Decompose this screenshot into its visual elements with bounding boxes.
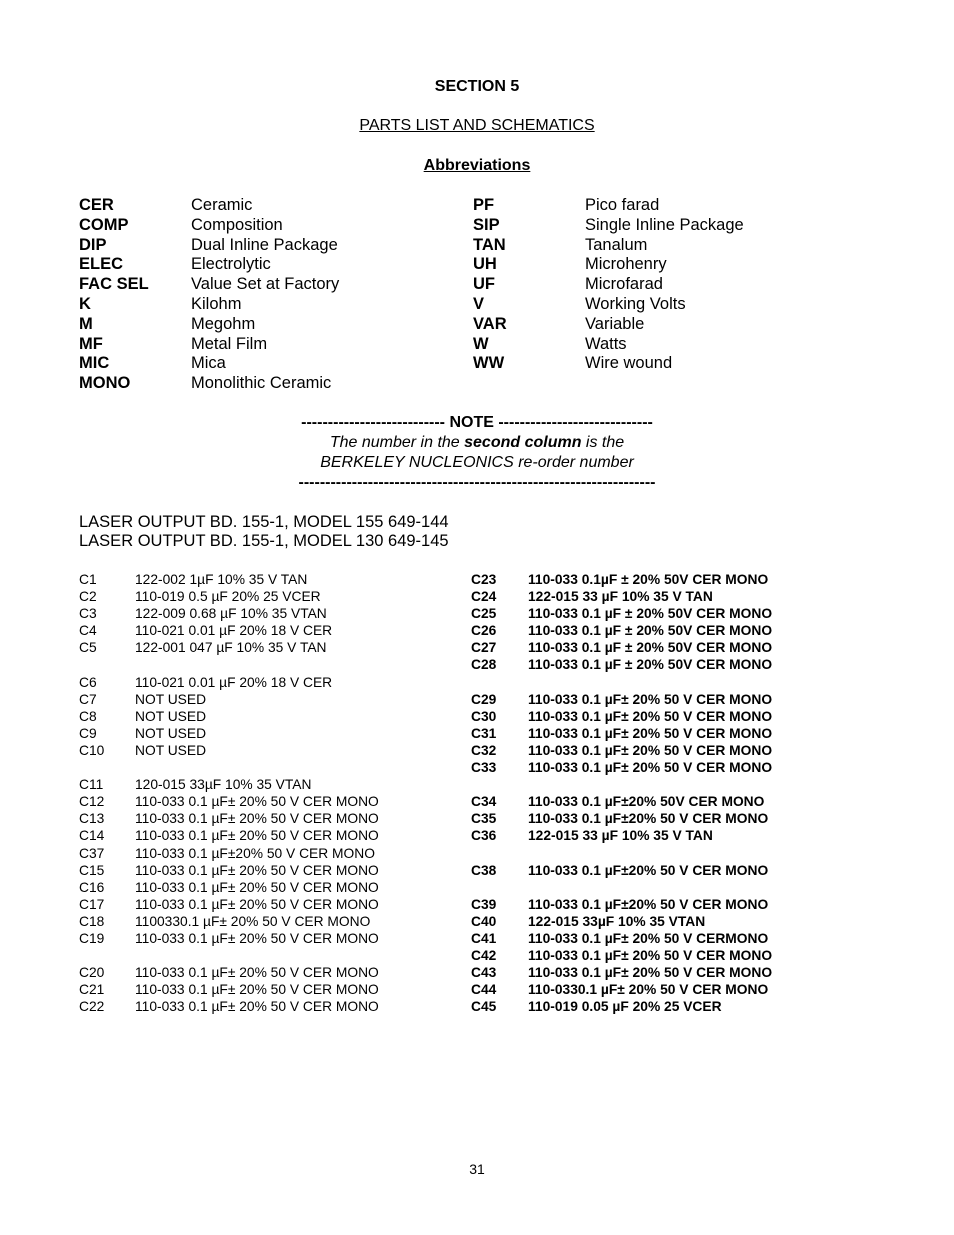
part-row-code: C8 <box>79 708 97 724</box>
abbreviation-item-code: MONO <box>79 374 131 393</box>
part-row-code: C27 <box>471 640 497 656</box>
part-row-description: 110-033 0.1 µF± 20% 50 V CER MONO <box>528 708 773 724</box>
abbreviation-item-description: Working Volts <box>585 294 686 313</box>
part-row-code: C31 <box>471 725 497 741</box>
part-row-code: C26 <box>471 623 497 639</box>
part-row-description: 110-033 0.1 µF± 20% 50 V CER MONO <box>135 828 379 844</box>
part-row-description: 110-033 0.1 µF± 20% 50 V CER MONO <box>528 948 773 964</box>
abbreviation-item-code: ELEC <box>79 255 124 274</box>
abbreviation-item-description: Kilohm <box>191 294 242 313</box>
part-row-code: C7 <box>79 691 97 707</box>
part-row-code: C12 <box>79 794 105 810</box>
part-row-code: C38 <box>471 862 497 878</box>
note-line-1-bold: second column <box>464 434 582 451</box>
part-row-description: 110-033 0.1 µF± 20% 50 V CER MONO <box>135 896 379 912</box>
part-row-code: C5 <box>79 640 97 656</box>
abbreviation-item-description: Watts <box>585 334 627 353</box>
abbreviation-item-code: COMP <box>79 215 129 234</box>
abbreviation-item-code: MIC <box>79 354 110 373</box>
part-row-description: 110-021 0.01 µF 20% 18 V CER <box>135 623 333 639</box>
part-row-description: 122-002 1µF 10% 35 V TAN <box>135 572 308 587</box>
abbreviation-item-code: FAC SEL <box>79 275 149 294</box>
abbreviation-item-code: V <box>473 294 485 313</box>
abbreviation-item-code: K <box>79 294 91 313</box>
part-row-code: C14 <box>79 828 105 844</box>
part-row-code: C17 <box>79 896 105 912</box>
part-row-description: 110-033 0.1 µF ± 20% 50V CER MONO <box>528 640 773 656</box>
abbreviation-item-code: MF <box>79 334 103 353</box>
part-row-description: 110-033 0.1 µF ± 20% 50V CER MONO <box>528 606 773 622</box>
abbreviation-item-description: Metal Film <box>191 334 268 353</box>
part-row-code: C40 <box>471 913 497 929</box>
part-row-code: C11 <box>79 777 104 793</box>
part-row-description: 110-033 0.1 µF±20% 50V CER MONO <box>528 794 765 810</box>
page-subtitle: PARTS LIST AND SCHEMATICS <box>359 117 595 134</box>
abbreviation-item-description: Megohm <box>191 314 256 333</box>
part-row-code: C45 <box>471 999 497 1015</box>
part-row-code: C36 <box>471 828 497 844</box>
part-row-description: 110-033 0.1 µF± 20% 50 V CER MONO <box>135 794 379 810</box>
part-row-description: 110-033 0.1 µF±20% 50 V CER MONO <box>135 845 375 861</box>
abbreviation-item-code: TAN <box>473 235 506 254</box>
abbreviation-item-description: Single Inline Package <box>585 215 744 234</box>
part-row-code: C22 <box>79 999 105 1015</box>
note-line-1-post: is the <box>581 434 625 451</box>
section-heading: SECTION 5 <box>434 78 520 95</box>
abbreviation-item-description: Monolithic Ceramic <box>191 374 332 393</box>
part-row-code: C10 <box>79 742 105 758</box>
part-row-code: C28 <box>471 657 497 673</box>
part-row-code: C42 <box>471 948 497 964</box>
part-row-code: C21 <box>79 982 105 998</box>
note-line-1 <box>0 433 954 453</box>
part-row-description: 110-021 0.01 µF 20% 18 V CER <box>135 674 333 690</box>
abbreviation-item-code: M <box>79 314 93 333</box>
abbreviation-item-description: Value Set at Factory <box>191 275 340 294</box>
abbreviation-item-description: Mica <box>191 354 226 373</box>
part-row-description: 110-033 0.1 µF±20% 50 V CER MONO <box>528 811 769 827</box>
part-row-description: NOT USED <box>135 691 207 707</box>
part-row-description: 110-019 0.5 µF 20% 25 VCER <box>135 589 321 605</box>
part-row-code: C4 <box>79 623 97 639</box>
part-row-code: C18 <box>79 913 105 929</box>
part-row-description: 110-033 0.1 µF± 20% 50 V CER MONO <box>135 999 379 1015</box>
part-row-code: C37 <box>79 845 105 861</box>
part-row-description: 110-033 0.1 µF± 20% 50 V CER MONO <box>528 691 773 707</box>
part-row-code: C6 <box>79 674 97 690</box>
part-row-description: 110-033 0.1 µF± 20% 50 V CER MONO <box>528 742 773 758</box>
part-row-description: 110-033 0.1µF ± 20% 50V CER MONO <box>528 572 769 587</box>
note-top-rule: --------------------------- NOTE ----------------------------- <box>301 414 653 431</box>
abbreviation-item-description: Composition <box>191 215 283 234</box>
note-line-1-pre: The number in the <box>329 434 465 451</box>
abbreviation-item-description: Tanalum <box>585 235 648 254</box>
abbreviation-item-description: Microhenry <box>585 255 667 274</box>
abbreviation-item-code: UF <box>473 275 495 294</box>
board-title-2: LASER OUTPUT BD. 155-1, MODEL 130 649-145 <box>79 532 449 550</box>
part-row-description: 110-0330.1 µF± 20% 50 V CER MONO <box>528 982 769 998</box>
part-row-description: 110-033 0.1 µF± 20% 50 V CER MONO <box>135 811 379 827</box>
part-row-code: C13 <box>79 811 105 827</box>
part-row-description: 110-019 0.05 µF 20% 25 VCER <box>528 999 722 1015</box>
part-row-code: C19 <box>79 930 105 946</box>
part-row-description: 110-033 0.1 µF± 20% 50 V CER MONO <box>528 725 773 741</box>
part-row-description: 110-033 0.1 µF ± 20% 50V CER MONO <box>528 657 773 673</box>
abbreviation-item-code: SIP <box>473 215 500 234</box>
part-row-description: NOT USED <box>135 742 207 758</box>
board-title-1: LASER OUTPUT BD. 155-1, MODEL 155 649-144 <box>79 513 449 531</box>
part-row-description: 122-009 0.68 µF 10% 35 VTAN <box>135 606 327 622</box>
page-number: 31 <box>469 1161 485 1177</box>
part-row-code: C30 <box>471 708 497 724</box>
note-line-2: BERKELEY NUCLEONICS re-order number <box>320 454 634 471</box>
abbreviations-heading: Abbreviations <box>423 157 531 174</box>
part-row-code: C23 <box>471 572 497 587</box>
part-row-code: C41 <box>471 930 497 946</box>
part-row-code: C33 <box>471 760 497 776</box>
part-row-code: C16 <box>79 879 105 895</box>
part-row-code: C25 <box>471 606 497 622</box>
part-row-description: 122-015 33 µF 10% 35 V TAN <box>528 828 713 844</box>
abbreviation-item-description: Variable <box>585 314 645 333</box>
part-row-description: NOT USED <box>135 725 207 741</box>
part-row-description: 110-033 0.1 µF± 20% 50 V CERMONO <box>528 930 769 946</box>
part-row-description: 110-033 0.1 µF ± 20% 50V CER MONO <box>528 623 773 639</box>
abbreviation-item-description: Electrolytic <box>191 255 271 274</box>
abbreviation-item-code: WW <box>473 354 505 373</box>
part-row-code: C3 <box>79 606 97 622</box>
abbreviation-item-code: PF <box>473 196 495 214</box>
part-row-code: C32 <box>471 742 497 758</box>
part-row-code: C29 <box>471 691 497 707</box>
abbreviation-item-code: W <box>473 334 489 353</box>
abbreviation-item-code: DIP <box>79 235 107 254</box>
abbreviation-item-code: CER <box>79 196 114 214</box>
part-row-code: C39 <box>471 896 497 912</box>
part-row-description: 110-033 0.1 µF±20% 50 V CER MONO <box>528 862 769 878</box>
part-row-code: C34 <box>471 794 497 810</box>
part-row-description: 120-015 33µF 10% 35 VTAN <box>135 777 312 793</box>
part-row-description: 1100330.1 µF± 20% 50 V CER MONO <box>135 913 371 929</box>
part-row-code: C1 <box>79 572 97 587</box>
part-row-code: C35 <box>471 811 497 827</box>
part-row-code: C24 <box>471 589 497 605</box>
part-row-code: C2 <box>79 589 97 605</box>
abbreviation-item-description: Microfarad <box>585 275 663 294</box>
part-row-description: 110-033 0.1 µF± 20% 50 V CER MONO <box>135 982 379 998</box>
abbreviation-item-description: Wire wound <box>585 354 673 373</box>
part-row-description: 122-015 33 µF 10% 35 V TAN <box>528 589 713 605</box>
part-row-description: 122-001 047 µF 10% 35 V TAN <box>135 640 327 656</box>
abbreviation-item-description: Ceramic <box>191 196 253 214</box>
abbreviation-item-description: Dual Inline Package <box>191 235 338 254</box>
part-row-description: 110-033 0.1 µF± 20% 50 V CER MONO <box>135 965 379 981</box>
abbreviation-item-code: VAR <box>473 314 507 333</box>
part-row-description: 122-015 33µF 10% 35 VTAN <box>528 913 706 929</box>
part-row-description: 110-033 0.1 µF± 20% 50 V CER MONO <box>135 879 379 895</box>
part-row-description: 110-033 0.1 µF± 20% 50 V CER MONO <box>135 862 379 878</box>
abbreviation-item-code: UH <box>473 255 497 274</box>
part-row-description: 110-033 0.1 µF± 20% 50 V CER MONO <box>528 760 773 776</box>
abbreviation-item-description: Pico farad <box>585 196 660 214</box>
part-row-description: 110-033 0.1 µF± 20% 50 V CER MONO <box>135 930 379 946</box>
part-row-code: C9 <box>79 725 97 741</box>
note-bottom-rule: ------------------------------------------------------------------- <box>298 474 656 491</box>
part-row-description: NOT USED <box>135 708 207 724</box>
part-row-code: C15 <box>79 862 105 878</box>
part-row-code: C44 <box>471 982 497 998</box>
part-row-code: C20 <box>79 965 105 981</box>
part-row-description: 110-033 0.1 µF± 20% 50 V CER MONO <box>528 965 773 981</box>
part-row-code: C43 <box>471 965 497 981</box>
part-row-description: 110-033 0.1 µF±20% 50 V CER MONO <box>528 896 769 912</box>
